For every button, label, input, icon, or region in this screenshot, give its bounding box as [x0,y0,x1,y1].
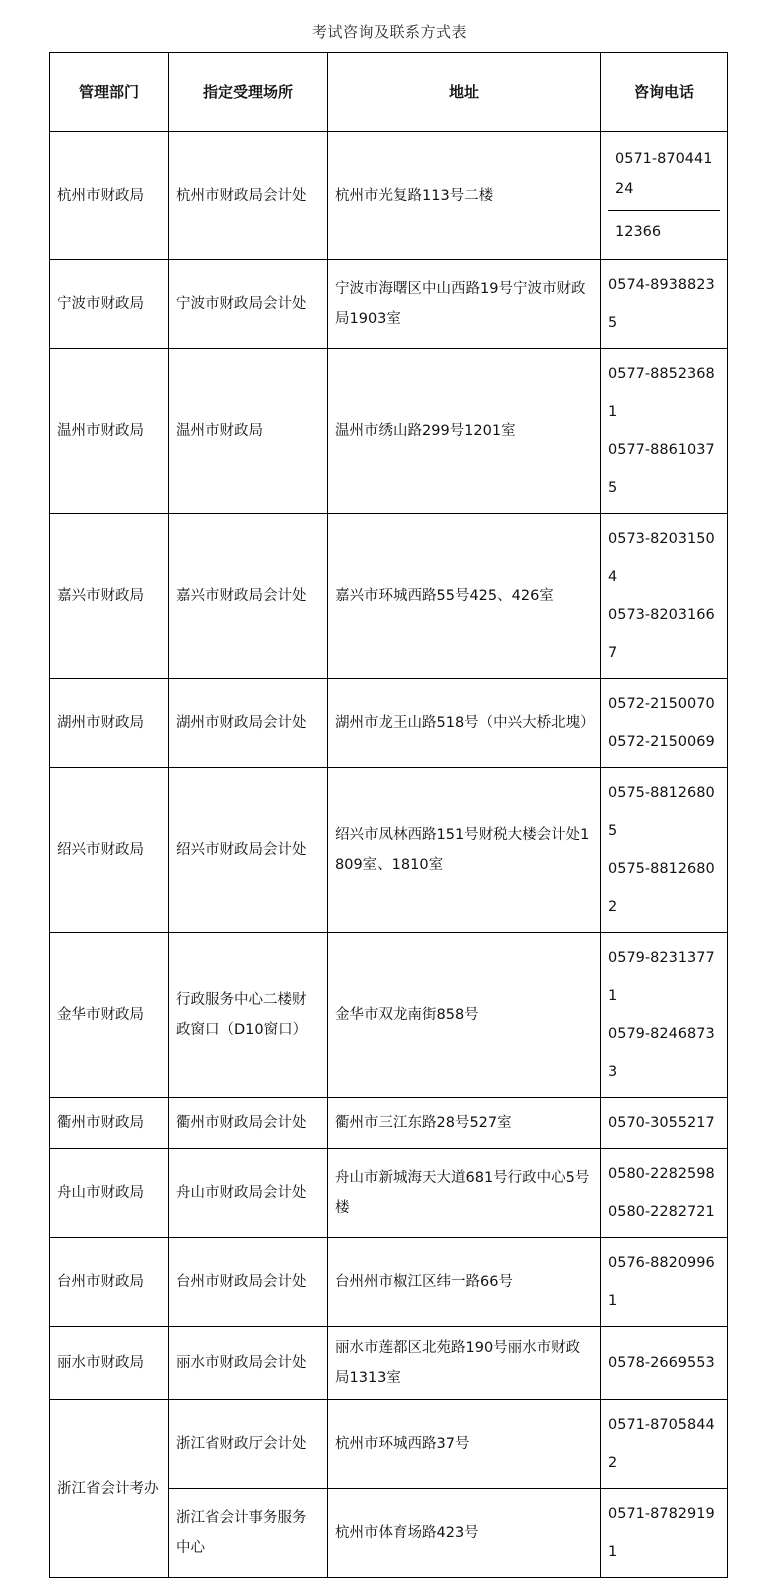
cell-department: 温州市财政局 [50,349,169,514]
phone-line: 0580-2282721 [608,1204,715,1220]
cell-phone [601,679,728,768]
phone-line: 0579-82468733 [608,1026,715,1080]
cell-address: 台州州市椒江区纬一路66号 [328,1238,601,1327]
table-row [50,1238,728,1327]
phone-line: 0578-2669553 [608,1355,715,1371]
cell-address: 杭州市环城西路37号 [328,1400,601,1489]
cell-address: 绍兴市凤林西路151号财税大楼会计处1809室、1810室 [328,768,601,933]
cell-address: 丽水市莲都区北苑路190号丽水市财政局1313室 [328,1327,601,1400]
table-row [50,349,728,514]
page-title: 考试咨询及联系方式表 [311,23,467,41]
cell-venue: 浙江省会计事务服务中心 [169,1489,328,1578]
phone-line: 0572-2150069 [608,734,715,750]
phone-line: 0571-87044124 [615,151,713,197]
cell-address: 湖州市龙王山路518号（中兴大桥北塊） [328,679,601,768]
cell-venue: 湖州市财政局会计处 [169,679,328,768]
cell-department: 舟山市财政局 [50,1149,169,1238]
column-header-department: 管理部门 [50,53,169,132]
cell-department: 绍兴市财政局 [50,768,169,933]
table-row [50,933,728,1098]
cell-phone [601,933,728,1098]
cell-venue: 嘉兴市财政局会计处 [169,514,328,679]
cell-phone [601,1327,728,1400]
cell-phone [601,768,728,933]
cell-department: 衢州市财政局 [50,1098,169,1149]
cell-phone [601,260,728,349]
phone-line: 0576-88209961 [608,1255,715,1309]
cell-address: 温州市绣山路299号1201室 [328,349,601,514]
cell-address: 衢州市三江东路28号527室 [328,1098,601,1149]
cell-phone [601,132,728,260]
cell-phone [601,1238,728,1327]
phone-line: 0572-2150070 [608,696,715,712]
cell-venue: 浙江省财政厅会计处 [169,1400,328,1489]
cell-address: 宁波市海曙区中山西路19号宁波市财政局1903室 [328,260,601,349]
table-row [50,679,728,768]
cell-phone [601,349,728,514]
column-header-venue: 指定受理场所 [169,53,328,132]
column-header-address: 地址 [328,53,601,132]
cell-department: 浙江省会计考办 [50,1400,169,1578]
cell-department: 杭州市财政局 [50,132,169,260]
table-body [50,132,728,1578]
phone-line: 0577-88523681 [608,366,715,420]
table-row [50,1098,728,1149]
cell-venue: 台州市财政局会计处 [169,1238,328,1327]
table-row [50,1400,728,1489]
cell-address: 杭州市体育场路423号 [328,1489,601,1578]
cell-phone [601,1400,728,1489]
table-row [50,1149,728,1238]
cell-venue: 行政服务中心二楼财政窗口（D10窗口） [169,933,328,1098]
phone-line: 0573-82031504 [608,531,715,585]
table-row [50,768,728,933]
table-row [50,260,728,349]
cell-address: 舟山市新城海天大道681号行政中心5号楼 [328,1149,601,1238]
cell-department: 丽水市财政局 [50,1327,169,1400]
table-row [50,1327,728,1400]
cell-venue: 衢州市财政局会计处 [169,1098,328,1149]
cell-phone [601,1098,728,1149]
phone-line: 0580-2282598 [608,1166,715,1182]
exam-contact-table [49,52,728,1578]
table-row [50,514,728,679]
phone-line: 0573-82031667 [608,607,715,661]
phone-line: 0571-87058442 [608,1417,715,1471]
cell-venue: 温州市财政局 [169,349,328,514]
table-header-row [50,53,728,132]
cell-address: 嘉兴市环城西路55号425、426室 [328,514,601,679]
phone-line: 0575-88126805 [608,785,715,839]
cell-department: 湖州市财政局 [50,679,169,768]
cell-venue: 绍兴市财政局会计处 [169,768,328,933]
cell-phone [601,1149,728,1238]
cell-venue: 丽水市财政局会计处 [169,1327,328,1400]
cell-department: 台州市财政局 [50,1238,169,1327]
cell-phone [601,1489,728,1578]
cell-address: 杭州市光复路113号二楼 [328,132,601,260]
phone-line: 0579-82313771 [608,950,715,1004]
phone-line: 0574-89388235 [608,277,715,331]
phone-line: 0575-88126802 [608,861,715,915]
cell-venue: 舟山市财政局会计处 [169,1149,328,1238]
cell-department: 金华市财政局 [50,933,169,1098]
cell-address: 金华市双龙南街858号 [328,933,601,1098]
phone-line: 0577-88610375 [608,442,715,496]
phone-line: 0571-87829191 [608,1506,715,1560]
cell-venue: 杭州市财政局会计处 [169,132,328,260]
cell-department: 宁波市财政局 [50,260,169,349]
cell-department: 嘉兴市财政局 [50,514,169,679]
column-header-phone: 咨询电话 [601,53,728,132]
cell-venue: 宁波市财政局会计处 [169,260,328,349]
phone-line: 12366 [608,210,720,253]
cell-phone [601,514,728,679]
table-row [50,132,728,260]
phone-line: 0570-3055217 [608,1115,715,1131]
